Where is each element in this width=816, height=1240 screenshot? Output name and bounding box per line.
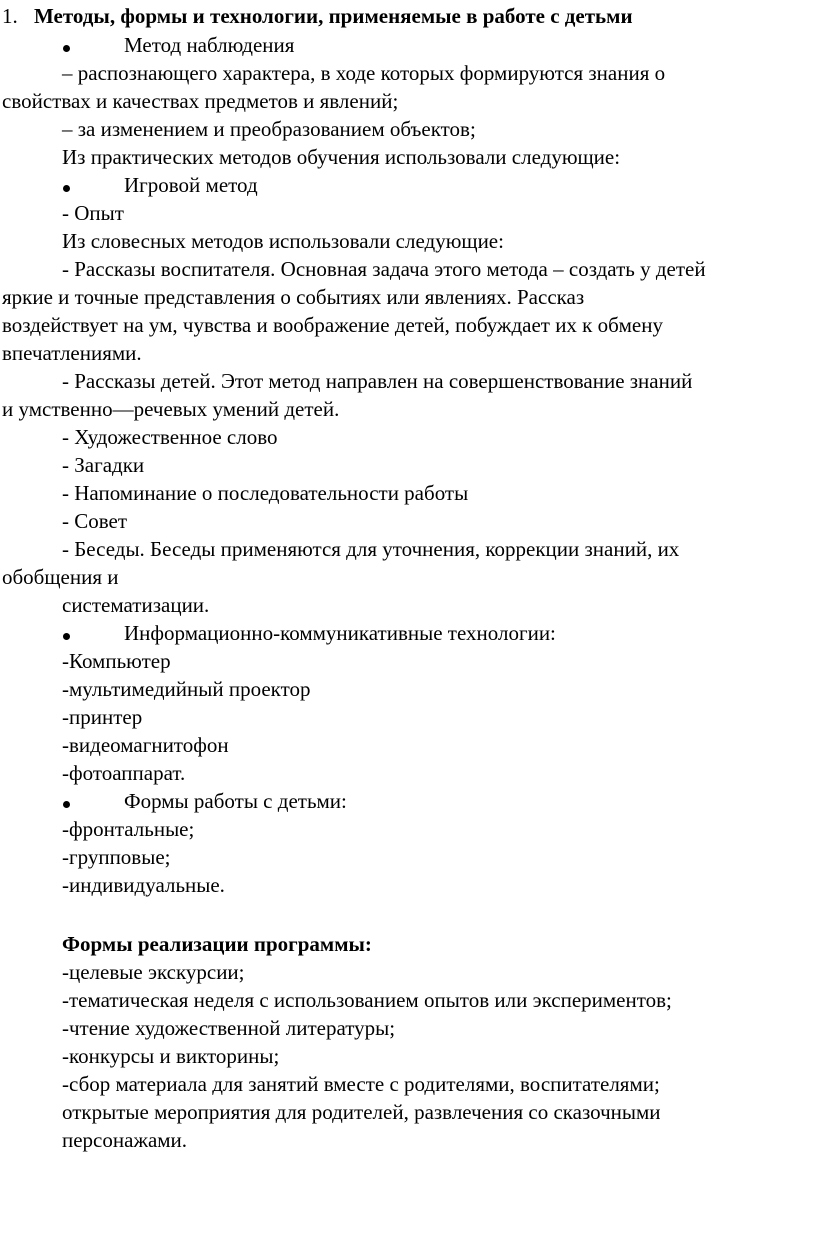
teacher-stories-line-3: воздействует на ум, чувства и воображение детей, побуждает их к обмену	[2, 313, 663, 337]
ict-item: -фотоаппарат.	[62, 761, 186, 785]
practical-methods-intro: Из практических методов обучения использовали следующие:	[62, 145, 621, 169]
work-forms-item: -фронтальные;	[62, 817, 195, 841]
advice-item: - Совет	[62, 509, 128, 533]
ict-item: -Компьютер	[62, 649, 171, 673]
implementation-item: -конкурсы и викторины;	[62, 1044, 280, 1068]
observation-method-title: Метод наблюдения	[124, 33, 295, 57]
experience-item: - Опыт	[62, 201, 124, 225]
observation-item-1-line-2: свойствах и качествах предметов и явлений;	[2, 89, 399, 113]
teacher-stories-line-2: яркие и точные представления о событиях или явлениях. Рассказ	[2, 285, 585, 309]
bullet-icon	[63, 185, 70, 192]
ict-item: -принтер	[62, 705, 143, 729]
game-method: Игровой метод	[124, 173, 258, 197]
implementation-title: Формы реализации программы:	[62, 932, 372, 956]
artistic-word-item: - Художественное слово	[62, 425, 278, 449]
ict-item: -видеомагнитофон	[62, 733, 229, 757]
verbal-methods-intro: Из словесных методов использовали следующие:	[62, 229, 504, 253]
implementation-item: -чтение художественной литературы;	[62, 1016, 396, 1040]
work-forms-item: -групповые;	[62, 845, 171, 869]
heading-number: 1.	[2, 4, 18, 28]
page-title: Методы, формы и технологии, применяемые в работе с детьми	[34, 4, 633, 28]
bullet-icon	[63, 45, 70, 52]
work-forms-title: Формы работы с детьми:	[124, 789, 347, 813]
ict-item: -мультимедийный проектор	[62, 677, 311, 701]
implementation-last-line-3: персонажами.	[62, 1128, 188, 1152]
teacher-stories-line-4: впечатлениями.	[2, 341, 142, 365]
implementation-item: -тематическая неделя с использованием опытов или экспериментов;	[62, 988, 672, 1012]
conversations-line-2: обобщения и	[2, 565, 119, 589]
bullet-icon	[63, 633, 70, 640]
children-stories-line-1: - Рассказы детей. Этот метод направлен на совершенствование знаний	[62, 369, 693, 393]
observation-item-2: – за изменением и преобразованием объектов;	[62, 117, 476, 141]
implementation-last-line-2: открытые мероприятия для родителей, развлечения со сказочными	[62, 1100, 661, 1124]
observation-item-1-line-1: – распознающего характера, в ходе которых формируются знания о	[62, 61, 666, 85]
conversations-line-3: систематизации.	[62, 593, 210, 617]
conversations-line-1: - Беседы. Беседы применяются для уточнения, коррекции знаний, их	[62, 537, 680, 561]
children-stories-line-2: и умственно—речевых умений детей.	[2, 397, 340, 421]
bullet-icon	[63, 801, 70, 808]
ict-title: Информационно-коммуникативные технологии:	[124, 621, 556, 645]
reminder-item: - Напоминание о последовательности работы	[62, 481, 469, 505]
implementation-last-line-1: -сбор материала для занятий вместе с родителями, воспитателями;	[62, 1072, 660, 1096]
riddles-item: - Загадки	[62, 453, 145, 477]
implementation-item: -целевые экскурсии;	[62, 960, 245, 984]
teacher-stories-line-1: - Рассказы воспитателя. Основная задача этого метода – создать у детей	[62, 257, 706, 281]
work-forms-item: -индивидуальные.	[62, 873, 225, 897]
